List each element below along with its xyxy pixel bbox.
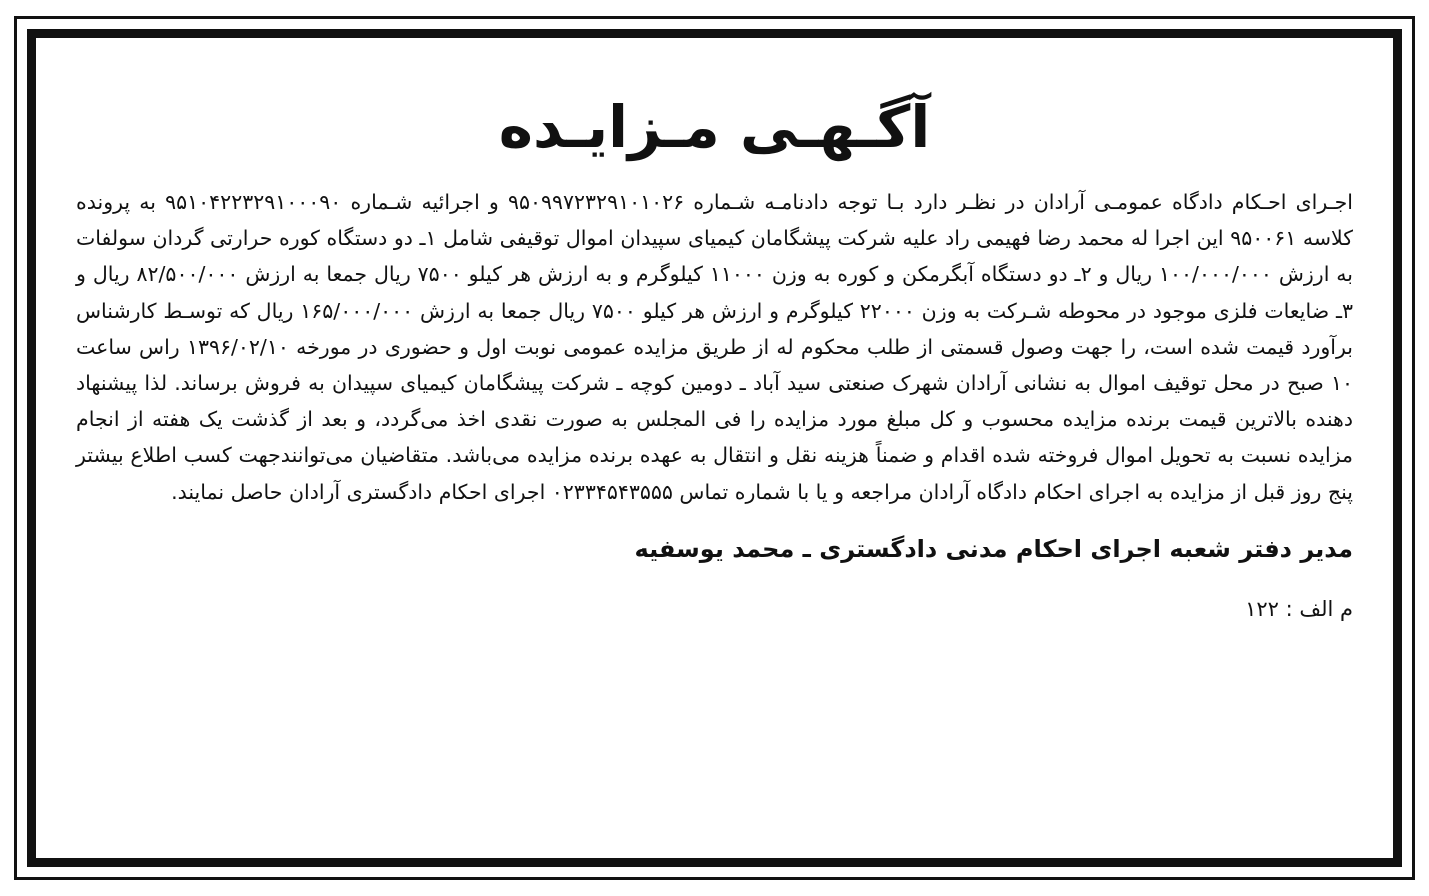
outer-border	[14, 16, 1415, 880]
notice-title: آگـهـی مـزایـده	[498, 93, 931, 161]
signature-line: مدیر دفتر شعبه اجرای احکام مدنی دادگستری ـ محمد یوسفیه	[634, 534, 1353, 563]
inner-border	[27, 29, 1402, 867]
auction-notice	[76, 44, 1353, 858]
reference-number: م الف : ۱۲۲	[1245, 596, 1353, 621]
notice-body: اجـرای احـکام دادگاه عمومـی آرادان در نظـر دارد بـا توجه دادنامـه شـماره ۹۵۰۹۹۷۲۳۲۹۱۰۱۰۲۶ و اجرائیه شـماره ۹۵۱۰۴۲۲۳۲۹۱۰۰۰۹۰ به پرونده کلاسه ۹۵۰۰۶۱ این اجرا له محمد رضا فهیمی راد علیه شرکت پیشگامان کیمیای سپیدان اموال توقیفی شامل ۱ـ دو دستگاه کوره حرارتی گردان سولفات به ارزش ۱۰۰/۰۰۰/۰۰۰ ریال و ۲ـ دو دستگاه آبگرمکن و کوره به وزن ۱۱۰۰۰ کیلوگرم و به ارزش هر کیلو ۷۵۰۰ ریال جمعا به ارزش ۸۲/۵۰۰/۰۰۰ ریال و ۳ـ ضایعات فلزی موجود در محوطه شـرکت به وزن ۲۲۰۰۰ کیلوگرم و ارزش هر کیلو ۷۵۰۰ ریال جمعا به ارزش ۱۶۵/۰۰۰/۰۰۰ ریال که توسـط کارشناس برآورد قیمت شده است، را جهت وصول قسمتی از طلب محکوم له از طریق مزایده عمومی نوبت اول و حضوری در مورخه ۱۳۹۶/۰۲/۱۰ راس ساعت ۱۰ صبح در محل توقیف اموال به نشانی آرادان شهرک صنعتی سید آباد ـ دومین کوچه ـ شرکت پیشگامان کیمیای سپیدان به فروش برساند. لذا پیشنهاد دهنده بالاترین قیمت برنده مزایده محسوب و کل مبلغ مورد مزایده را فی المجلس به صورت نقدی اخذ می‌گردد، و بعد از گذشت یک هفته از انجام مزایده نسبت به تحویل اموال فروخته شده اقدام و ضمناً هزینه نقل و انتقال به عهده برنده مزایده می‌باشد. متقاضیان می‌توانندجهت کسب اطلاع بیشتر پنج روز قبل از مزایده به اجرای احکام دادگاه آرادان مراجعه و یا با شماره تماس ۰۲۳۳۴۵۴۳۵۵۵ اجرای احکام دادگستری آرادان حاصل نمایند.	[76, 190, 1354, 504]
